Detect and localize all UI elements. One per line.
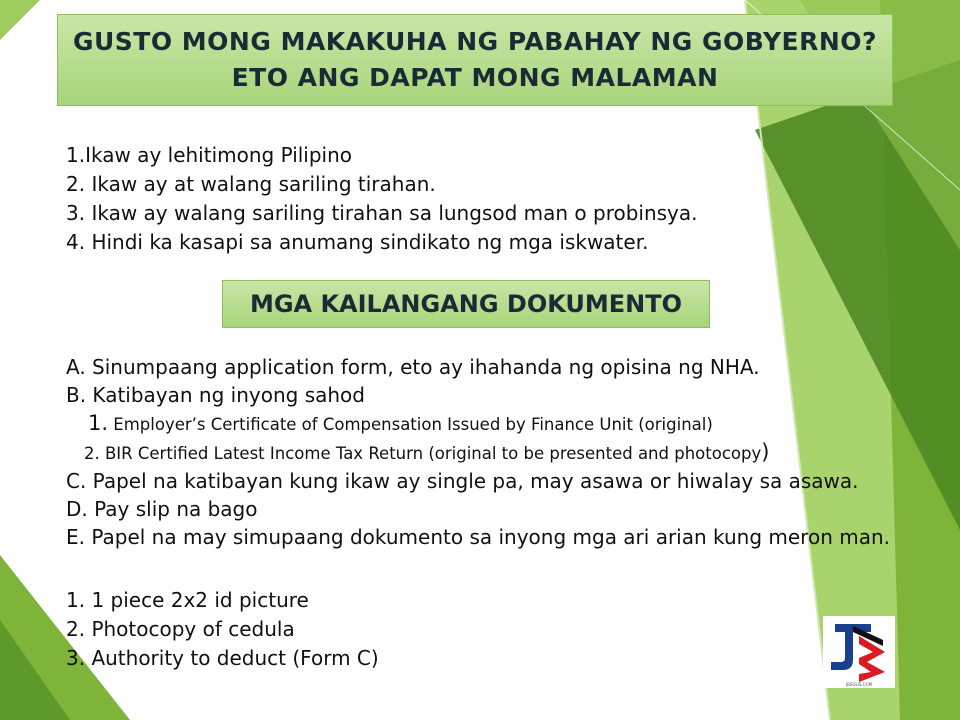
subitem-text: Employer’s Certificate of Compensation Issued by Finance Unit (original) [108, 415, 713, 434]
document-item-b: B. Katibayan ng inyong sahod [66, 383, 365, 407]
requirement-item: 2. Ikaw ay at walang sariling tirahan. [66, 172, 436, 196]
document-item-e: E. Papel na may simupaang dokumento sa inyong mga ari arian kung meron man. [66, 525, 891, 549]
title-banner [57, 14, 893, 106]
subitem-closing-paren: ) [761, 440, 770, 464]
requirement-item: 3. Ikaw ay walang sariling tirahan sa lungsod man o probinsya. [66, 201, 698, 225]
document-item-a: A. Sinumpaang application form, eto ay ihahanda ng opisina ng NHA. [66, 355, 760, 379]
extra-requirements-list [66, 586, 379, 673]
jbsolis-logo-icon [823, 616, 895, 688]
extra-item: 3. Authority to deduct (Form C) [66, 646, 379, 670]
documents-list [66, 353, 890, 551]
subitem-text: 2. BIR Certified Latest Income Tax Return (original to be presented and photocopy [84, 444, 762, 463]
section-title: MGA KAILANGANG DOKUMENTO [249, 290, 683, 318]
document-subitem-b2 [66, 439, 890, 467]
document-subitem-b1 [66, 409, 890, 439]
document-item-c: C. Papel na katibayan kung ikaw ay single pa, may asawa or hiwalay sa asawa. [66, 469, 859, 493]
logo-caption: JBSOLIS.COM [845, 682, 873, 687]
title-line-2: ETO ANG DAPAT MONG MALAMAN [231, 63, 719, 92]
document-item-d: D. Pay slip na bago [66, 497, 258, 521]
requirement-item: 4. Hindi ka kasapi sa anumang sindikato ng mga iskwater. [66, 230, 649, 254]
requirement-item: 1.Ikaw ay lehitimong Pilipino [66, 143, 353, 167]
extra-item: 1. 1 piece 2x2 id picture [66, 588, 309, 612]
requirements-list [66, 141, 698, 257]
title-line-1: GUSTO MONG MAKAKUHA NG PABAHAY NG GOBYERNO? [72, 27, 878, 56]
subitem-number: 1. [88, 411, 109, 435]
top-left-triangle-icon [0, 0, 40, 40]
section-banner [222, 280, 710, 328]
extra-item: 2. Photocopy of cedula [66, 617, 295, 641]
